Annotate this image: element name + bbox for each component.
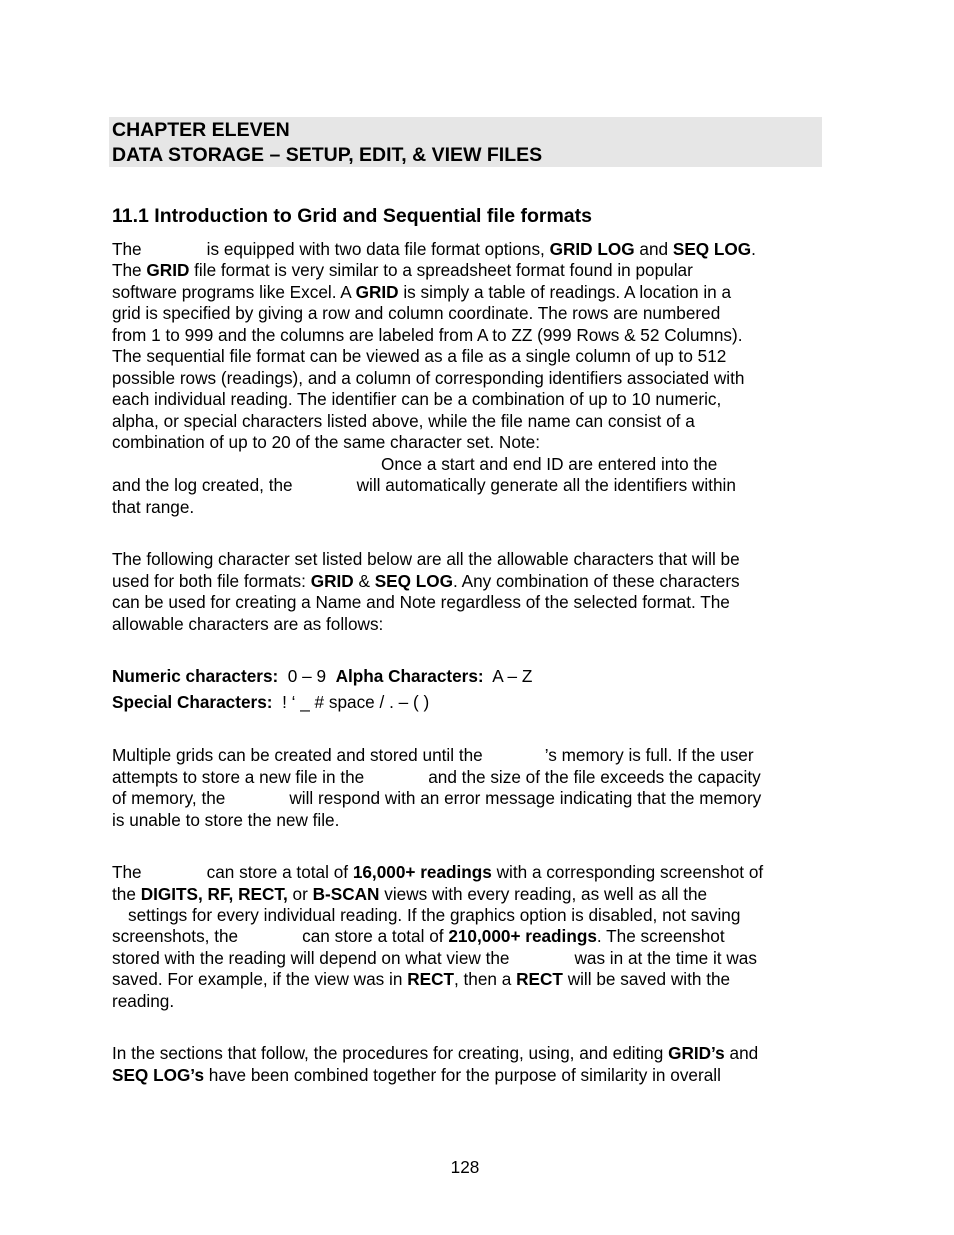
text-line: reading. <box>112 991 175 1011</box>
text-line: the DIGITS, RF, RECT, or B-SCAN views with every reading, as well as all the <box>112 884 708 904</box>
page-number: 128 <box>450 1157 480 1177</box>
text-line: software programs like Excel. A GRID is simply a table of readings. A location in a <box>112 282 732 302</box>
text-line: The can store a total of 16,000+ readings with a corresponding screenshot of <box>112 862 764 882</box>
text-line: grid is specified by giving a row and column coordinate. The rows are numbered <box>112 303 721 323</box>
text-line: combination of up to 20 of the same character set. Note: <box>112 432 541 452</box>
text-line: Once a start and end ID are entered into the <box>381 454 718 474</box>
text-line: stored with the reading will depend on what view the was in at the time it was <box>112 948 757 968</box>
text-line: and the log created, the will automatically generate all the identifiers within <box>112 475 736 495</box>
text-line: The sequential file format can be viewed as a file as a single column of up to 512 <box>112 346 727 366</box>
text-line: alpha, or special characters listed above, while the file name can consist of a <box>112 411 695 431</box>
text-line: The following character set listed below are all the allowable characters that will be <box>112 549 740 569</box>
text-line: The GRID file format is very similar to a spreadsheet format found in popular <box>112 260 693 280</box>
chapter-number: CHAPTER ELEVEN <box>112 119 290 141</box>
text-line: The is equipped with two data file format options, GRID LOG and SEQ LOG. <box>112 239 756 259</box>
text-line: from 1 to 999 and the columns are labeled from A to ZZ (999 Rows & 52 Columns). <box>112 325 743 345</box>
text-line: used for both file formats: GRID & SEQ LOG. Any combination of these characters <box>112 571 740 591</box>
text-line: is unable to store the new file. <box>112 810 340 830</box>
text-line: that range. <box>112 497 195 517</box>
text-line: Multiple grids can be created and stored until the ’s memory is full. If the user <box>112 745 754 765</box>
text-line: possible rows (readings), and a column of corresponding identifiers associated with <box>112 368 745 388</box>
text-line: attempts to store a new file in the and the size of the file exceeds the capacity <box>112 767 761 787</box>
character-list-line: Special Characters: ! ‘ _ # space / . – ( ) <box>112 692 430 712</box>
text-line: screenshots, the can store a total of 210,000+ readings. The screenshot <box>112 926 725 946</box>
section-title: 11.1 Introduction to Grid and Sequential file formats <box>112 205 592 227</box>
text-line: SEQ LOG’s have been combined together for the purpose of similarity in overall <box>112 1065 721 1085</box>
character-list-line: Numeric characters: 0 – 9 Alpha Characters: A – Z <box>112 666 533 686</box>
text-line: settings for every individual reading. If the graphics option is disabled, not saving <box>128 905 741 925</box>
text-line: each individual reading. The identifier can be a combination of up to 10 numeric, <box>112 389 722 409</box>
text-line: In the sections that follow, the procedures for creating, using, and editing GRID’s and <box>112 1043 759 1063</box>
text-line: saved. For example, if the view was in RECT, then a RECT will be saved with the <box>112 969 731 989</box>
chapter-title: DATA STORAGE – SETUP, EDIT, & VIEW FILES <box>112 144 543 166</box>
text-line: allowable characters are as follows: <box>112 614 384 634</box>
text-line: of memory, the will respond with an error message indicating that the memory <box>112 788 762 808</box>
text-line: can be used for creating a Name and Note regardless of the selected format. The <box>112 592 730 612</box>
chapter-banner <box>109 117 822 167</box>
